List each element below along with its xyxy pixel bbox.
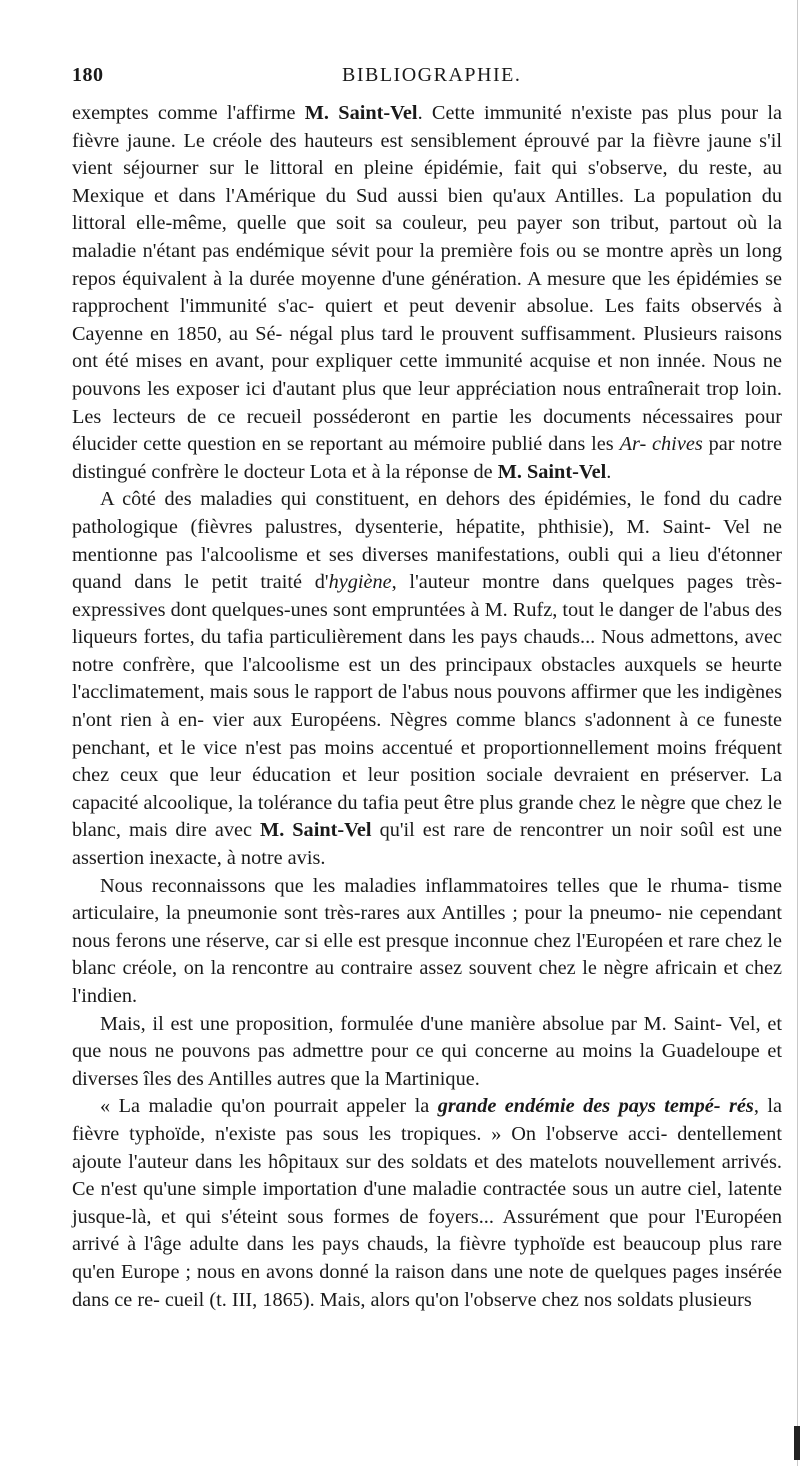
italic-term: Ar- chives: [619, 433, 703, 456]
author-name: M. Saint-Vel: [497, 460, 607, 483]
page-edge-mark: [794, 1426, 800, 1460]
author-name: M. Saint-Vel: [260, 819, 372, 842]
page-edge: [797, 0, 798, 1466]
page-number: 180: [72, 64, 104, 86]
running-head: BIBLIOGRAPHIE.: [342, 64, 522, 86]
body-text: [72, 100, 782, 1314]
paragraph: « La maladie qu'on pourrait appeler la grande endémie des pays tempé- rés, la fièvre typhoïde, n'existe pas sous les tropiques. » On l'observe acci- dentellement ajoute l'auteur dans les hôpitaux sur des soldats et des matelots nouvellement arrivés. Ce n'est qu'une simple importation d'une maladie contractée sous un autre ciel, latente jusque-là, et qui s'éteint sous formes de foyers... Assurément que pour l'Européen arrivé à l'âge adulte dans les pays chauds, la fièvre typhoïde est beaucoup plus rare qu'en Europe ; nous en avons donné la raison dans une note de quelques pages insérée dans ce re- cueil (t. III, 1865). Mais, alors qu'on l'observe chez nos soldats plusieurs: [72, 1095, 783, 1311]
italic-term: hygiène: [328, 571, 392, 594]
author-name: M. Saint-Vel: [304, 102, 418, 124]
paragraph: exemptes comme l'affirme M. Saint-Vel. Cette immunité n'existe pas plus pour la fièvre jaune. Le créole des hauteurs est sensiblement éprouvé par la fièvre jaune s'il vient séjourner sur le littoral en pleine épidémie, fait qui s'observe, du reste, au Mexique et dans l'Amérique du Sud aussi bien qu'aux Antilles. La population du littoral elle-même, quelle que soit sa couleur, peu payer son tribut, partout où la maladie n'étant pas endémique sévit pour la première fois ou se montre après un long repos équivalent à la durée moyenne d'une génération. A mesure que les épidémies se rapprochent l'immunité s'ac- quiert et peut devenir absolue. Les faits observés à Cayenne en 1850, au Sé- négal plus tard le prouvent suffisamment. Plusieurs raisons ont été mises en avant, pour expliquer cette immunité acquise et non innée. Nous ne pouvons les exposer ici d'autant plus que leur appréciation nous entraînerait trop loin. Les lecteurs de ce recueil posséderont en partie les documents nécessaires pour élucider cette question en se reportant au mémoire publié dans les Ar- chives par notre distingué confrère le docteur Lota et à la réponse de M. Saint-Vel.: [72, 102, 783, 483]
page-header: [72, 64, 782, 94]
paragraph: Nous reconnaissons que les maladies inflammatoires telles que le rhuma- tisme articulaire, la pneumonie sont très-rares aux Antilles ; pour la pneumo- nie cependant nous ferons une réserve, car si elle est presque inconnue chez l'Européen et rare chez le blanc créole, on la rencontre au contraire assez souvent chez le nègre africain et chez l'indien.: [72, 874, 782, 1007]
paragraph: A côté des maladies qui constituent, en dehors des épidémies, le fond du cadre pathologique (fièvres palustres, dysenterie, hépatite, phthisie), M. Saint- Vel ne mentionne pas l'alcoolisme et ses diverses manifestations, oubli qui a lieu d'étonner quand dans le petit traité d'hygiène, l'auteur montre dans quelques pages très-expressives dont quelques-unes sont empruntées à M. Rufz, tout le danger de l'abus des liqueurs fortes, du tafia particulièrement dans les pays chauds... Nous admettons, avec notre confrère, que l'alcoolisme est un des principaux obstacles auxquels se heurte l'acclimatement, mais sous le rapport de l'abus nous pouvons affirmer que les indigènes n'ont rien à en- vier aux Européens. Nègres comme blancs s'adonnent à ce funeste penchant, et le vice n'est pas moins accentué et proportionnellement moins fréquent chez ceux que leur éducation et leur position sociale devraient en préserver. La capacité alcoolique, la tolérance du tafia peut être plus grande chez le nègre que chez le blanc, mais dire avec M. Saint-Vel qu'il est rare de rencontrer un noir soûl est une assertion inexacte, à notre avis.: [72, 488, 782, 870]
emphasized-term: grande endémie des pays tempé- rés: [437, 1095, 754, 1118]
paragraph: Mais, il est une proposition, formulée d'une manière absolue par M. Saint- Vel, et que nous ne pouvons pas admettre pour ce qui concerne au moins la Guadeloupe et diverses îles des Antilles autres que la Martinique.: [72, 1012, 782, 1090]
